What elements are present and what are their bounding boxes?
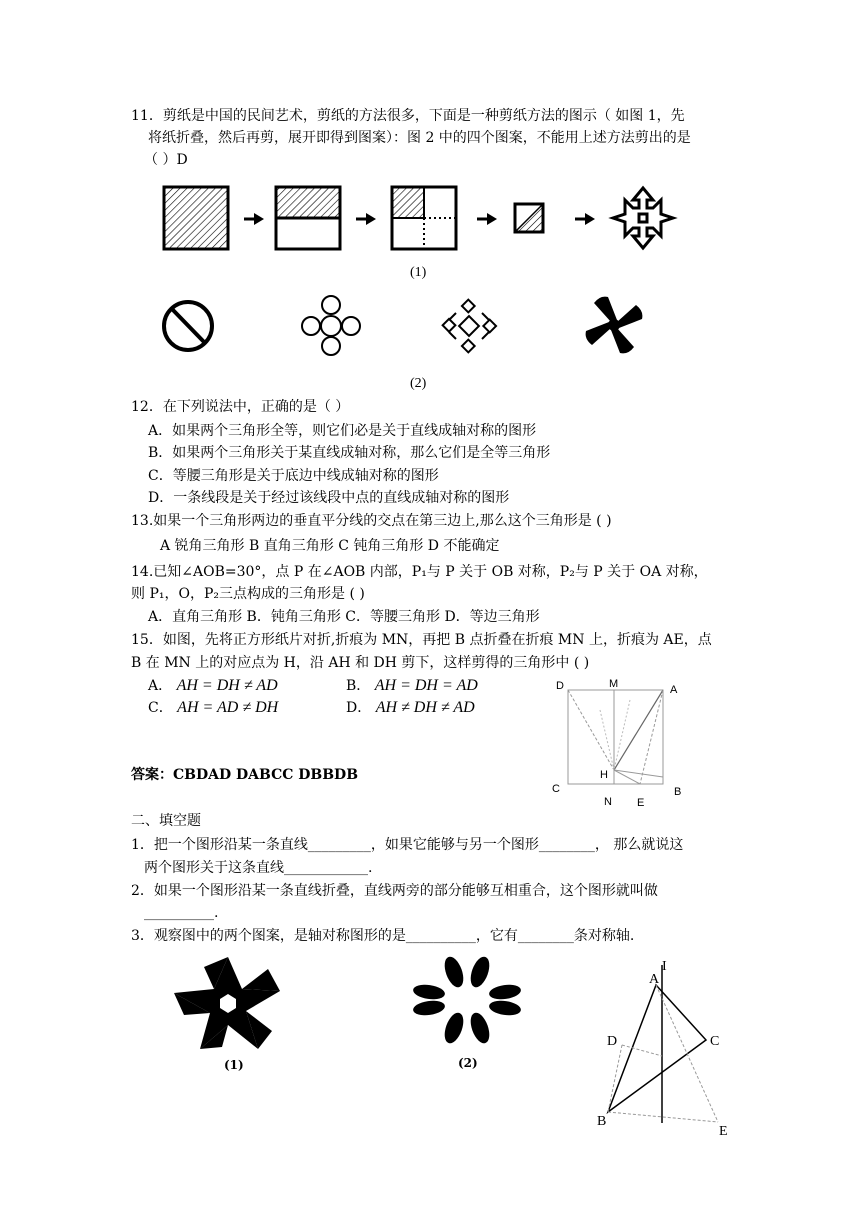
fig15-label-m: M — [609, 678, 619, 690]
q14-line1: 14.已知∠AOB=30°，点 P 在∠AOB 内部，P₁与 P 关于 OB 对称，P₂与 P 关于 OA 对称， — [131, 564, 708, 580]
tri-label-i: I — [662, 959, 667, 974]
fig15-label-c: C — [552, 783, 560, 795]
q15-option-c: C． AH = AD ≠ DH — [148, 699, 279, 716]
q15-option-d: D． AH ≠ DH ≠ AD — [346, 699, 475, 716]
fill-q3: 3．观察图中的两个图案，是轴对称图形的是__________，它有________条对称轴. — [131, 928, 635, 944]
fill-q2-line2: __________. — [144, 905, 219, 921]
q14-options: A．直角三角形 B．钝角三角形 C．等腰三角形 D．等边三角形 — [148, 609, 540, 625]
q14-line2: 则 P₁，O，P₂三点构成的三角形是 ( ) — [131, 586, 365, 602]
tri-label-e: E — [719, 1124, 728, 1139]
q11-line2: 将纸折叠，然后再剪，展开即得到图案）：图 2 中的四个图案，不能用上述方法剪出的是 — [148, 130, 691, 146]
q11-line1: 11．剪纸是中国的民间艺术，剪纸的方法很多，下面是一种剪纸方法的图示（ 如图 1，先 — [131, 108, 685, 124]
figure-1-caption: (1) — [410, 265, 427, 280]
fig15-label-e: E — [637, 797, 645, 809]
q12-option-a: A．如果两个三角形全等，则它们必是关于直线成轴对称的图形 — [148, 423, 537, 439]
section-2-title: 二、填空题 — [131, 813, 201, 829]
q15-line1: 15．如图，先将正方形纸片对折,折痕为 MN，再把 B 点折叠在折痕 MN 上，折痕为 AE，点 — [131, 632, 712, 648]
q12-option-d: D．一条线段是关于经过该线段中点的直线成轴对称的图形 — [148, 490, 510, 506]
q13-stem: 13.如果一个三角形两边的垂直平分线的交点在第三边上,那么这个三角形是 ( ) — [131, 513, 612, 529]
tri-label-b: B — [597, 1114, 607, 1129]
q15-option-a: A． AH = DH ≠ AD — [148, 677, 278, 694]
q13-options: A 锐角三角形 B 直角三角形 C 钝角三角形 D 不能确定 — [160, 538, 500, 554]
q12-stem: 12．在下列说法中，正确的是（ ） — [131, 399, 350, 415]
tri-label-c: C — [710, 1034, 720, 1049]
fill-q1-line2: 两个图形关于这条直线____________. — [144, 860, 373, 876]
q15-line2: B 在 MN 上的对应点为 H，沿 AH 和 DH 剪下，这样剪得的三角形中 ( ) — [131, 655, 590, 671]
pattern-1-caption: (1) — [224, 1058, 244, 1072]
fig15-label-d: D — [556, 680, 564, 692]
pattern-2-caption: (2) — [458, 1056, 478, 1070]
q12-option-b: B．如果两个三角形关于某直线成轴对称，那么它们是全等三角形 — [148, 445, 551, 461]
fig15-label-b: B — [674, 786, 682, 798]
tri-label-a: A — [649, 972, 660, 987]
q12-option-c: C．等腰三角形是关于底边中线成轴对称的图形 — [148, 468, 439, 484]
figure-2-caption: (2) — [410, 376, 427, 391]
fig15-label-n: N — [604, 796, 612, 808]
q11-line3: （ ）D — [144, 152, 188, 168]
q15-option-b: B． AH = DH = AD — [346, 677, 478, 694]
fill-q1-line1: 1．把一个图形沿某一条直线_________，如果它能够与另一个图形________， 那么就说这 — [131, 837, 684, 853]
fill-q2-line1: 2．如果一个图形沿某一条直线折叠，直线两旁的部分能够互相重合，这个图形就叫做 — [131, 883, 658, 899]
answer-key: 答案：CBDAD DABCC DBBDB — [131, 767, 359, 783]
fig15-label-h: H — [600, 769, 608, 781]
tri-label-d: D — [607, 1034, 618, 1049]
fig15-label-a: A — [670, 684, 678, 696]
